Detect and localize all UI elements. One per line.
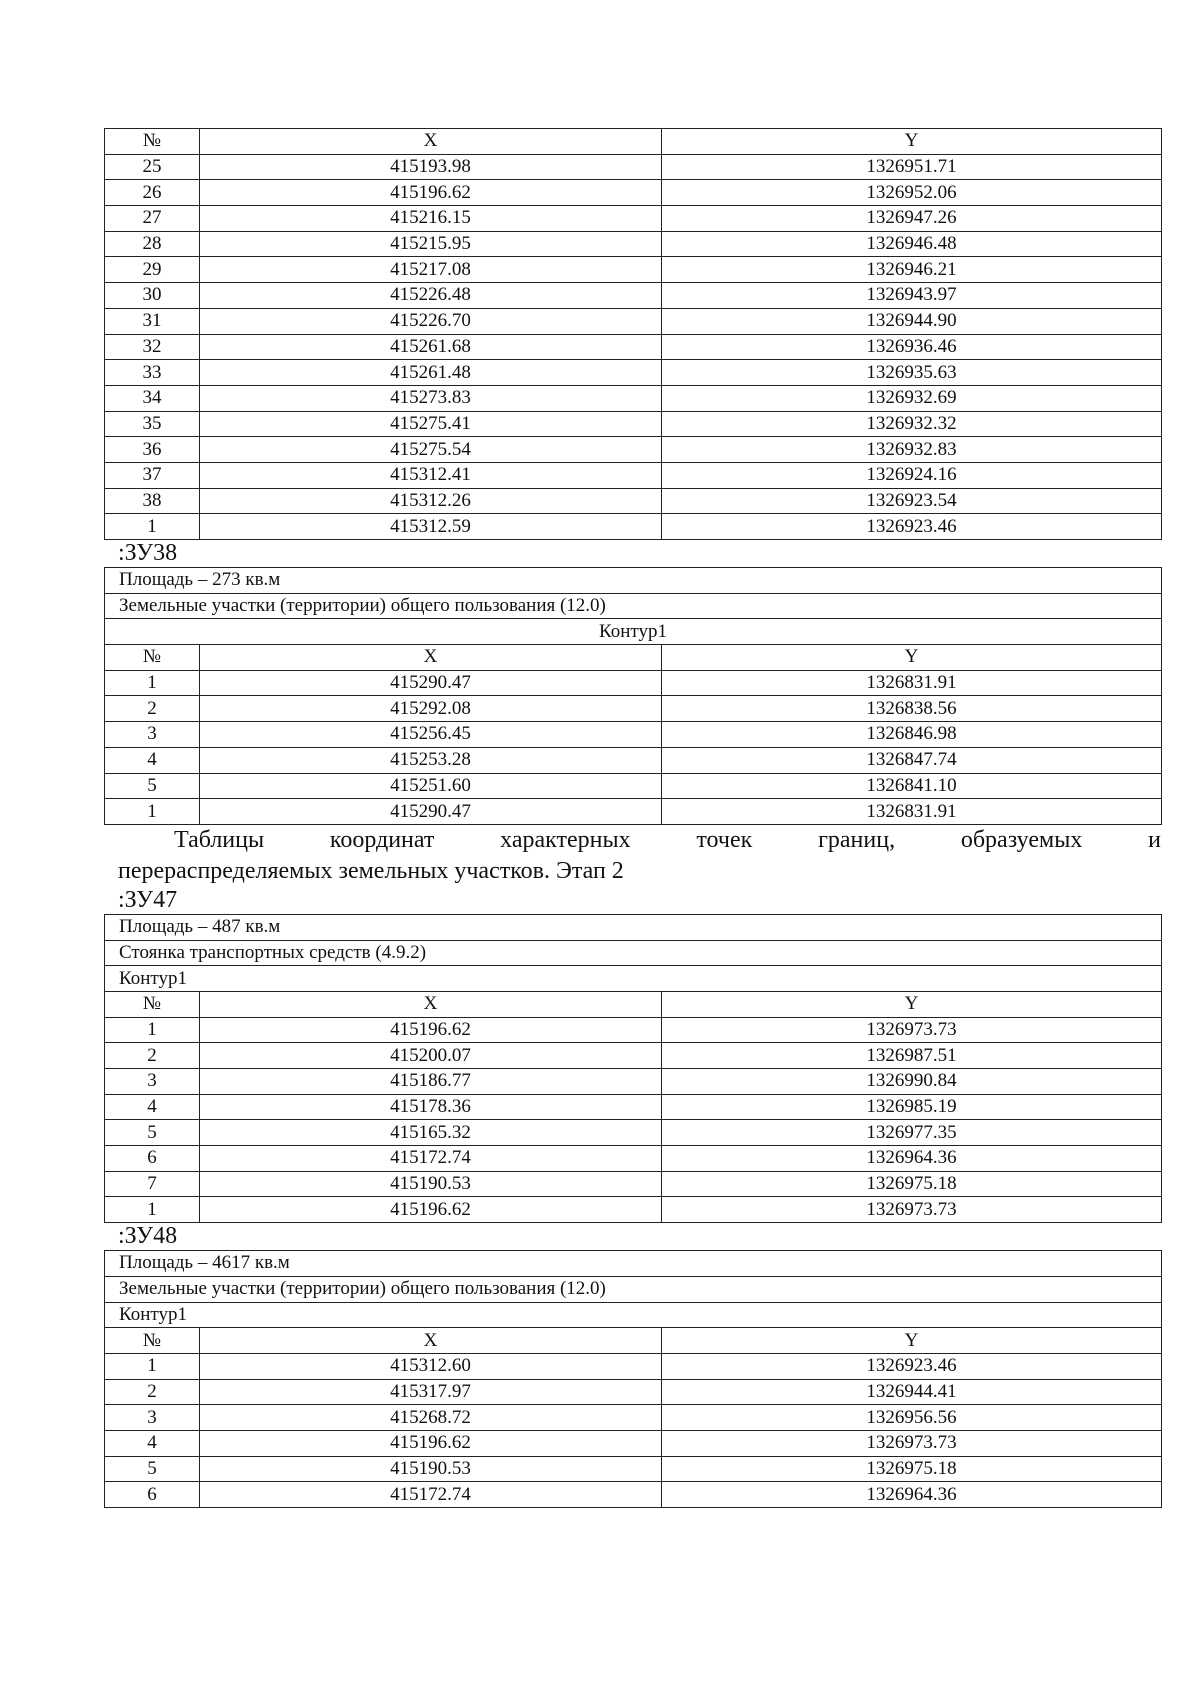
coord-y: 1326956.56 bbox=[662, 1405, 1162, 1431]
point-number: 34 bbox=[105, 385, 200, 411]
table-row bbox=[105, 283, 1162, 309]
table-row bbox=[105, 360, 1162, 386]
parcel-label-zu38: :ЗУ38 bbox=[118, 540, 178, 566]
table-row bbox=[105, 696, 1162, 722]
point-number: 36 bbox=[105, 437, 200, 463]
table-row bbox=[105, 773, 1162, 799]
header-x: X bbox=[200, 991, 662, 1017]
point-number: 1 bbox=[105, 514, 200, 540]
table-row bbox=[105, 437, 1162, 463]
table-row bbox=[105, 1120, 1162, 1146]
section-heading bbox=[104, 825, 1161, 887]
coordinates-table-continued bbox=[104, 128, 1162, 540]
coord-x: 415251.60 bbox=[200, 773, 662, 799]
coord-y: 1326964.36 bbox=[662, 1146, 1162, 1172]
coord-x: 415215.95 bbox=[200, 231, 662, 257]
table-row bbox=[105, 231, 1162, 257]
parcel-area: Площадь – 487 кв.м bbox=[105, 914, 1162, 940]
point-number: 30 bbox=[105, 283, 200, 309]
table-row bbox=[105, 1094, 1162, 1120]
table-header-row bbox=[105, 1328, 1162, 1354]
contour-label: Контур1 bbox=[105, 619, 1162, 645]
point-number: 1 bbox=[105, 1353, 200, 1379]
table-row bbox=[105, 1353, 1162, 1379]
coord-y: 1326831.91 bbox=[662, 670, 1162, 696]
coord-x: 415312.41 bbox=[200, 462, 662, 488]
header-x: X bbox=[200, 129, 662, 155]
coord-y: 1326847.74 bbox=[662, 747, 1162, 773]
heading-word: координат bbox=[329, 826, 435, 853]
coord-y: 1326943.97 bbox=[662, 283, 1162, 309]
point-number: 32 bbox=[105, 334, 200, 360]
point-number: 3 bbox=[105, 1069, 200, 1095]
header-y: Y bbox=[662, 645, 1162, 671]
coord-x: 415178.36 bbox=[200, 1094, 662, 1120]
point-number: 29 bbox=[105, 257, 200, 283]
coord-x: 415226.48 bbox=[200, 283, 662, 309]
coord-y: 1326923.46 bbox=[662, 1353, 1162, 1379]
table-row bbox=[105, 670, 1162, 696]
point-number: 6 bbox=[105, 1146, 200, 1172]
point-number: 31 bbox=[105, 308, 200, 334]
document-page bbox=[104, 128, 1161, 1508]
coord-y: 1326985.19 bbox=[662, 1094, 1162, 1120]
point-number: 2 bbox=[105, 696, 200, 722]
table-header-row bbox=[105, 129, 1162, 155]
point-number: 1 bbox=[105, 670, 200, 696]
table-row bbox=[105, 257, 1162, 283]
coord-x: 415190.53 bbox=[200, 1171, 662, 1197]
point-number: 4 bbox=[105, 747, 200, 773]
coord-y: 1326944.41 bbox=[662, 1379, 1162, 1405]
point-number: 3 bbox=[105, 722, 200, 748]
coord-x: 415253.28 bbox=[200, 747, 662, 773]
coord-y: 1326973.73 bbox=[662, 1017, 1162, 1043]
heading-line-1 bbox=[118, 825, 1161, 856]
coord-x: 415216.15 bbox=[200, 206, 662, 232]
coord-y: 1326923.46 bbox=[662, 514, 1162, 540]
point-number: 1 bbox=[105, 1197, 200, 1223]
coord-y: 1326946.48 bbox=[662, 231, 1162, 257]
header-y: Y bbox=[662, 129, 1162, 155]
coord-y: 1326973.73 bbox=[662, 1430, 1162, 1456]
table-row bbox=[105, 411, 1162, 437]
coord-y: 1326977.35 bbox=[662, 1120, 1162, 1146]
parcel-use: Стоянка транспортных средств (4.9.2) bbox=[105, 940, 1162, 966]
coord-y: 1326935.63 bbox=[662, 360, 1162, 386]
coord-y: 1326990.84 bbox=[662, 1069, 1162, 1095]
coord-x: 415186.77 bbox=[200, 1069, 662, 1095]
coord-x: 415226.70 bbox=[200, 308, 662, 334]
table-header-row bbox=[105, 991, 1162, 1017]
coord-y: 1326952.06 bbox=[662, 180, 1162, 206]
parcel-area: Площадь – 4617 кв.м bbox=[105, 1251, 1162, 1277]
table-row bbox=[105, 462, 1162, 488]
table-row bbox=[105, 1482, 1162, 1508]
table-row bbox=[105, 206, 1162, 232]
table-row bbox=[105, 1043, 1162, 1069]
coord-x: 415290.47 bbox=[200, 799, 662, 825]
table-row bbox=[105, 514, 1162, 540]
coord-x: 415275.41 bbox=[200, 411, 662, 437]
coord-y: 1326932.32 bbox=[662, 411, 1162, 437]
header-num: № bbox=[105, 645, 200, 671]
coord-x: 415312.59 bbox=[200, 514, 662, 540]
point-number: 33 bbox=[105, 360, 200, 386]
coord-x: 415317.97 bbox=[200, 1379, 662, 1405]
contour-label: Контур1 bbox=[105, 1302, 1162, 1328]
coord-y: 1326975.18 bbox=[662, 1456, 1162, 1482]
parcel-area: Площадь – 273 кв.м bbox=[105, 568, 1162, 594]
coord-x: 415292.08 bbox=[200, 696, 662, 722]
coord-x: 415275.54 bbox=[200, 437, 662, 463]
point-number: 27 bbox=[105, 206, 200, 232]
coord-y: 1326964.36 bbox=[662, 1482, 1162, 1508]
header-x: X bbox=[200, 1328, 662, 1354]
coord-x: 415196.62 bbox=[200, 1197, 662, 1223]
coordinates-table-zu38 bbox=[104, 567, 1162, 825]
header-x: X bbox=[200, 645, 662, 671]
point-number: 25 bbox=[105, 154, 200, 180]
point-number: 2 bbox=[105, 1043, 200, 1069]
point-number: 6 bbox=[105, 1482, 200, 1508]
table-row bbox=[105, 1171, 1162, 1197]
coord-x: 415172.74 bbox=[200, 1482, 662, 1508]
point-number: 1 bbox=[105, 1017, 200, 1043]
point-number: 26 bbox=[105, 180, 200, 206]
point-number: 4 bbox=[105, 1430, 200, 1456]
table-row bbox=[105, 722, 1162, 748]
coord-x: 415190.53 bbox=[200, 1456, 662, 1482]
coord-y: 1326947.26 bbox=[662, 206, 1162, 232]
coord-y: 1326975.18 bbox=[662, 1171, 1162, 1197]
coord-y: 1326831.91 bbox=[662, 799, 1162, 825]
heading-word: границ, bbox=[818, 826, 896, 853]
coord-y: 1326841.10 bbox=[662, 773, 1162, 799]
table-row bbox=[105, 1197, 1162, 1223]
point-number: 5 bbox=[105, 1456, 200, 1482]
coord-x: 415261.68 bbox=[200, 334, 662, 360]
coord-x: 415217.08 bbox=[200, 257, 662, 283]
point-number: 5 bbox=[105, 1120, 200, 1146]
coord-y: 1326838.56 bbox=[662, 696, 1162, 722]
point-number: 7 bbox=[105, 1171, 200, 1197]
coord-y: 1326946.21 bbox=[662, 257, 1162, 283]
table-row bbox=[105, 334, 1162, 360]
table-row bbox=[105, 1146, 1162, 1172]
coord-y: 1326944.90 bbox=[662, 308, 1162, 334]
coord-x: 415196.62 bbox=[200, 1017, 662, 1043]
table-row bbox=[105, 1069, 1162, 1095]
point-number: 35 bbox=[105, 411, 200, 437]
table-row bbox=[105, 747, 1162, 773]
point-number: 37 bbox=[105, 462, 200, 488]
coord-x: 415200.07 bbox=[200, 1043, 662, 1069]
heading-word: и bbox=[1148, 826, 1161, 853]
coord-x: 415273.83 bbox=[200, 385, 662, 411]
coord-x: 415312.60 bbox=[200, 1353, 662, 1379]
coord-x: 415172.74 bbox=[200, 1146, 662, 1172]
header-y: Y bbox=[662, 991, 1162, 1017]
heading-word: Таблицы bbox=[174, 826, 265, 853]
coord-y: 1326932.83 bbox=[662, 437, 1162, 463]
table-row bbox=[105, 1430, 1162, 1456]
parcel-use: Земельные участки (территории) общего пользования (12.0) bbox=[105, 593, 1162, 619]
coordinates-table-zu48 bbox=[104, 1250, 1162, 1508]
table-row bbox=[105, 1379, 1162, 1405]
coord-y: 1326923.54 bbox=[662, 488, 1162, 514]
header-num: № bbox=[105, 991, 200, 1017]
point-number: 1 bbox=[105, 799, 200, 825]
coord-y: 1326951.71 bbox=[662, 154, 1162, 180]
point-number: 2 bbox=[105, 1379, 200, 1405]
point-number: 28 bbox=[105, 231, 200, 257]
coord-x: 415165.32 bbox=[200, 1120, 662, 1146]
table-header-row bbox=[105, 645, 1162, 671]
coord-x: 415312.26 bbox=[200, 488, 662, 514]
point-number: 5 bbox=[105, 773, 200, 799]
table-row bbox=[105, 308, 1162, 334]
table-row bbox=[105, 488, 1162, 514]
table-row bbox=[105, 799, 1162, 825]
header-num: № bbox=[105, 129, 200, 155]
coord-x: 415193.98 bbox=[200, 154, 662, 180]
coord-x: 415261.48 bbox=[200, 360, 662, 386]
parcel-label-zu47: :ЗУ47 bbox=[118, 886, 178, 913]
point-number: 3 bbox=[105, 1405, 200, 1431]
coord-x: 415196.62 bbox=[200, 180, 662, 206]
table-row bbox=[105, 154, 1162, 180]
coord-y: 1326973.73 bbox=[662, 1197, 1162, 1223]
parcel-use: Земельные участки (территории) общего пользования (12.0) bbox=[105, 1276, 1162, 1302]
heading-word: точек bbox=[696, 826, 753, 853]
heading-line-2: перераспределяемых земельных участков. Этап 2 bbox=[118, 857, 624, 884]
table-row bbox=[105, 1405, 1162, 1431]
header-num: № bbox=[105, 1328, 200, 1354]
header-y: Y bbox=[662, 1328, 1162, 1354]
parcel-label-zu48: :ЗУ48 bbox=[118, 1223, 178, 1250]
coord-y: 1326924.16 bbox=[662, 462, 1162, 488]
heading-word: характерных bbox=[500, 826, 631, 853]
point-number: 4 bbox=[105, 1094, 200, 1120]
coord-x: 415290.47 bbox=[200, 670, 662, 696]
table-row bbox=[105, 1456, 1162, 1482]
coord-y: 1326846.98 bbox=[662, 722, 1162, 748]
coord-y: 1326932.69 bbox=[662, 385, 1162, 411]
table-row bbox=[105, 385, 1162, 411]
coord-x: 415256.45 bbox=[200, 722, 662, 748]
coord-x: 415196.62 bbox=[200, 1430, 662, 1456]
point-number: 38 bbox=[105, 488, 200, 514]
heading-word: образуемых bbox=[960, 826, 1083, 853]
coordinates-table-zu47 bbox=[104, 914, 1162, 1223]
contour-label: Контур1 bbox=[105, 966, 1162, 992]
table-row bbox=[105, 1017, 1162, 1043]
coord-x: 415268.72 bbox=[200, 1405, 662, 1431]
table-row bbox=[105, 180, 1162, 206]
coord-y: 1326936.46 bbox=[662, 334, 1162, 360]
coord-y: 1326987.51 bbox=[662, 1043, 1162, 1069]
